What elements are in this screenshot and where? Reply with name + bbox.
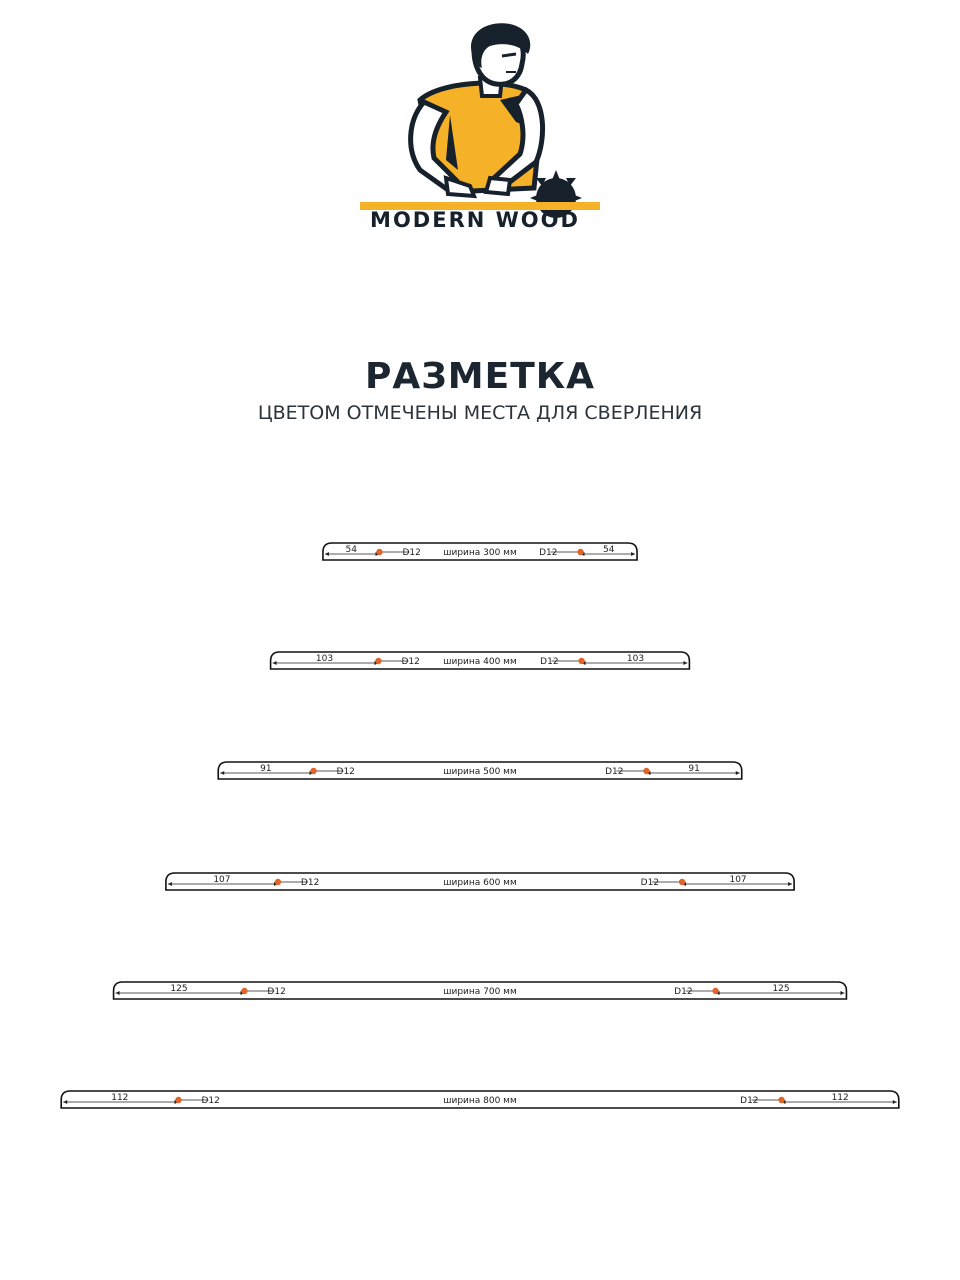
drill-hole-left xyxy=(241,988,247,994)
hole-label-left: D12 xyxy=(402,548,421,558)
hole-label-left: D12 xyxy=(267,987,286,997)
board-600 xyxy=(166,873,794,890)
board-width-label: ширина 400 мм xyxy=(443,657,517,667)
hole-label-right: D12 xyxy=(540,657,559,667)
edge-offset-right: 91 xyxy=(688,764,700,774)
edge-offset-left: 107 xyxy=(213,875,231,885)
hole-label-right: D12 xyxy=(674,987,693,997)
edge-offset-right: 54 xyxy=(603,545,615,555)
board-width-label: ширина 700 мм xyxy=(443,987,517,997)
hole-label-right: D12 xyxy=(605,767,624,777)
drill-hole-left xyxy=(375,658,381,664)
drill-hole-right xyxy=(778,1097,784,1103)
edge-offset-left: 54 xyxy=(345,545,357,555)
drill-hole-left xyxy=(310,768,316,774)
edge-offset-left: 91 xyxy=(260,764,272,774)
drill-hole-right xyxy=(577,549,583,555)
drill-hole-right xyxy=(578,658,584,664)
drill-hole-right xyxy=(643,768,649,774)
hole-label-left: D12 xyxy=(300,878,320,888)
board-300 xyxy=(323,543,637,560)
edge-offset-left: 112 xyxy=(111,1093,129,1103)
page-title: РАЗМЕТКА xyxy=(364,356,596,397)
hole-label-left: D12 xyxy=(201,1096,220,1106)
hole-label-right: D12 xyxy=(640,878,660,888)
hole-label-right: D12 xyxy=(740,1096,759,1106)
board-500 xyxy=(218,762,742,779)
drill-hole-left xyxy=(275,879,281,885)
board-width-label: ширина 500 мм xyxy=(443,767,517,777)
hole-label-left: D12 xyxy=(401,657,420,667)
board-800 xyxy=(61,1091,899,1108)
edge-offset-right: 103 xyxy=(626,654,645,664)
logo-wordmark: MODERN WOOD xyxy=(370,208,580,232)
page-subtitle: ЦВЕТОМ ОТМЕЧЕНЫ МЕСТА ДЛЯ СВЕРЛЕНИЯ xyxy=(257,402,703,424)
edge-offset-right: 125 xyxy=(772,984,790,994)
board-width-label: ширина 600 мм xyxy=(443,878,517,888)
board-width-label: ширина 300 мм xyxy=(443,548,517,558)
board-width-label: ширина 800 мм xyxy=(443,1096,517,1106)
edge-offset-left: 103 xyxy=(315,654,334,664)
drill-hole-left xyxy=(175,1097,181,1103)
hole-label-right: D12 xyxy=(539,548,558,558)
edge-offset-right: 107 xyxy=(729,875,747,885)
edge-offset-right: 112 xyxy=(831,1093,849,1103)
board-400 xyxy=(271,652,690,669)
drill-hole-left xyxy=(376,549,382,555)
drill-hole-right xyxy=(679,879,685,885)
board-700 xyxy=(114,982,847,999)
drill-hole-right xyxy=(712,988,718,994)
edge-offset-left: 125 xyxy=(170,984,188,994)
hole-label-left: D12 xyxy=(336,767,355,777)
